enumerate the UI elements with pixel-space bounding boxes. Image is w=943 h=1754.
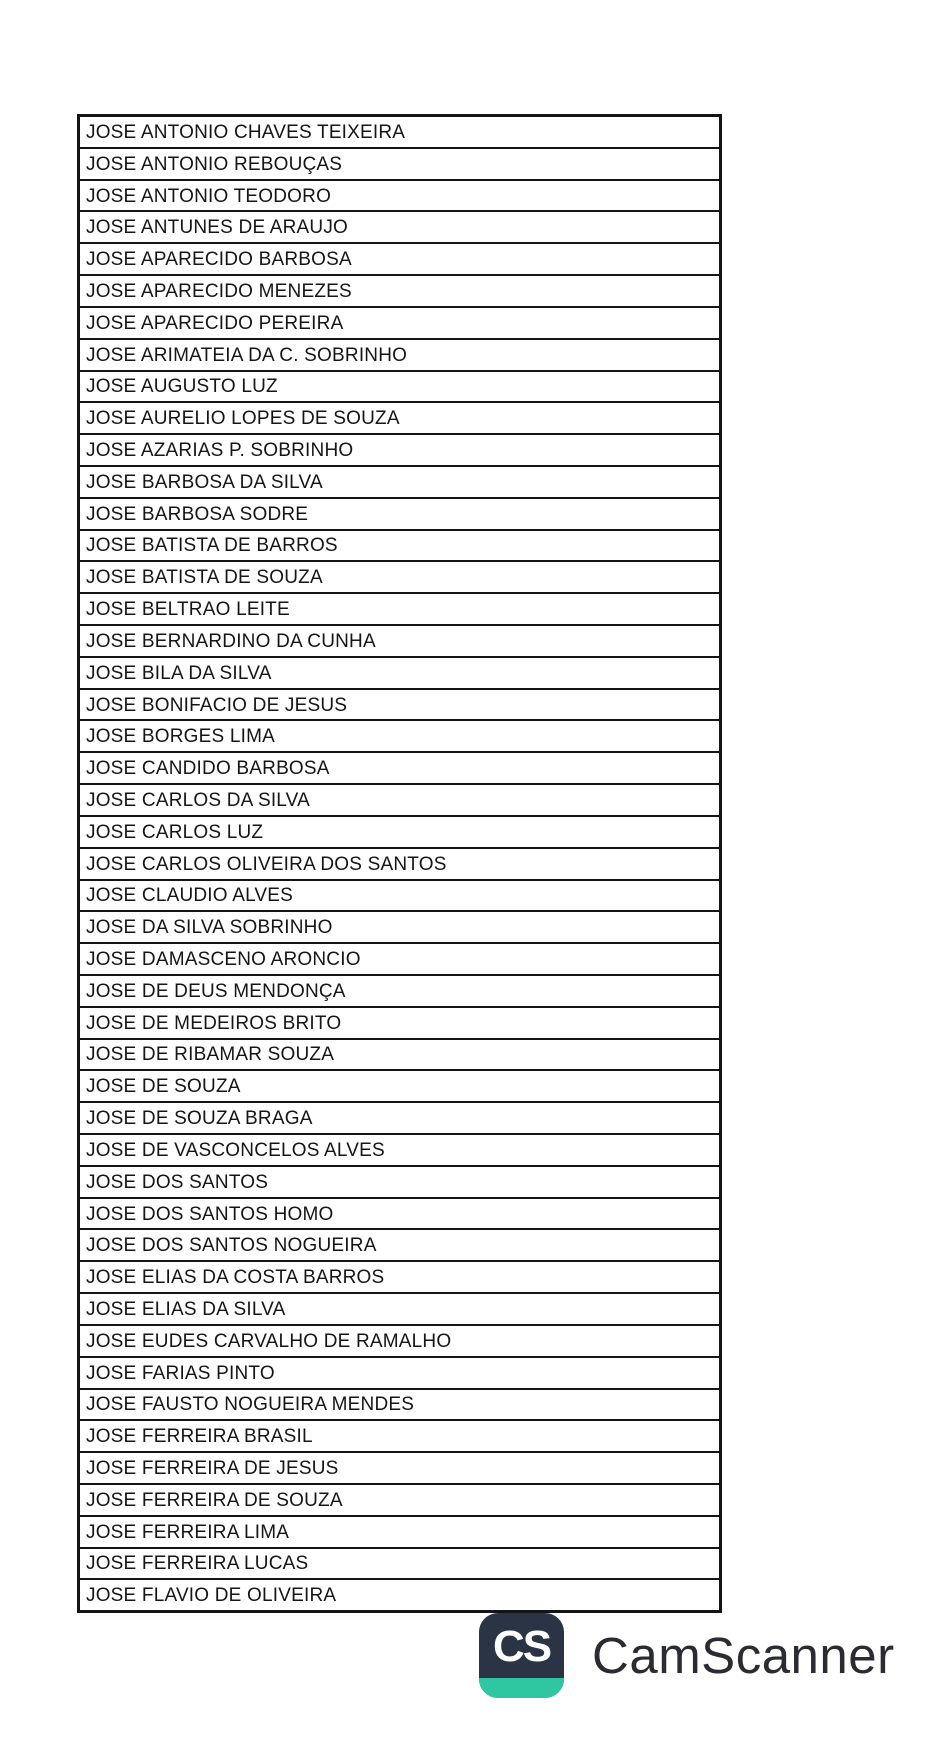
name-cell: JOSE FAUSTO NOGUEIRA MENDES xyxy=(86,1394,415,1416)
name-cell: JOSE BARBOSA SODRE xyxy=(86,503,309,525)
table-row xyxy=(80,1167,719,1199)
table-row xyxy=(80,721,719,753)
name-cell: JOSE AURELIO LOPES DE SOUZA xyxy=(86,408,400,430)
table-row xyxy=(80,435,719,467)
camscanner-logo-accent-band xyxy=(479,1678,564,1698)
table-row xyxy=(80,690,719,722)
name-cell: JOSE ANTONIO REBOUÇAS xyxy=(86,153,343,175)
table-row xyxy=(80,1358,719,1390)
table-row xyxy=(80,181,719,213)
name-cell: JOSE FERREIRA DE SOUZA xyxy=(86,1489,343,1511)
name-cell: JOSE BONIFACIO DE JESUS xyxy=(86,694,348,716)
table-row xyxy=(80,467,719,499)
name-cell: JOSE DA SILVA SOBRINHO xyxy=(86,917,333,939)
name-cell: JOSE CARLOS LUZ xyxy=(86,821,264,843)
table-row xyxy=(80,626,719,658)
camscanner-logo-icon xyxy=(479,1613,564,1698)
table-row xyxy=(80,1549,719,1581)
table-row xyxy=(80,1071,719,1103)
name-cell: JOSE FERREIRA BRASIL xyxy=(86,1426,313,1448)
table-row xyxy=(80,1294,719,1326)
table-row xyxy=(80,1008,719,1040)
table-row xyxy=(80,1230,719,1262)
camscanner-watermark xyxy=(479,1613,895,1698)
name-cell: JOSE FARIAS PINTO xyxy=(86,1362,275,1384)
table-row xyxy=(80,1135,719,1167)
table-row xyxy=(80,1485,719,1517)
name-cell: JOSE DE VASCONCELOS ALVES xyxy=(86,1139,385,1161)
table-row xyxy=(80,117,719,149)
table-row xyxy=(80,753,719,785)
name-cell: JOSE CANDIDO BARBOSA xyxy=(86,758,330,780)
name-cell: JOSE CLAUDIO ALVES xyxy=(86,885,294,907)
name-cell: JOSE DOS SANTOS xyxy=(86,1171,269,1193)
table-row xyxy=(80,308,719,340)
name-cell: JOSE FERREIRA DE JESUS xyxy=(86,1458,339,1480)
table-row xyxy=(80,1390,719,1422)
table-row xyxy=(80,1580,719,1610)
camscanner-logo-initials: CS xyxy=(492,1621,551,1671)
name-cell: JOSE ANTONIO CHAVES TEIXEIRA xyxy=(86,121,406,143)
table-row xyxy=(80,1326,719,1358)
table-row xyxy=(80,531,719,563)
table-row xyxy=(80,372,719,404)
table-row xyxy=(80,849,719,881)
name-cell: JOSE DE RIBAMAR SOUZA xyxy=(86,1044,335,1066)
table-row xyxy=(80,340,719,372)
table-row xyxy=(80,562,719,594)
table-row xyxy=(80,881,719,913)
name-cell: JOSE DE DEUS MENDONÇA xyxy=(86,980,346,1002)
table-row xyxy=(80,403,719,435)
name-cell: JOSE DOS SANTOS HOMO xyxy=(86,1203,334,1225)
table-row xyxy=(80,1421,719,1453)
name-cell: JOSE ARIMATEIA DA C. SOBRINHO xyxy=(86,344,408,366)
table-row xyxy=(80,594,719,626)
name-cell: JOSE DE SOUZA xyxy=(86,1076,241,1098)
names-table xyxy=(77,114,722,1613)
table-row xyxy=(80,1517,719,1549)
table-row xyxy=(80,499,719,531)
table-row xyxy=(80,1262,719,1294)
table-row xyxy=(80,785,719,817)
name-cell: JOSE AZARIAS P. SOBRINHO xyxy=(86,440,354,462)
table-row xyxy=(80,244,719,276)
table-row xyxy=(80,1103,719,1135)
table-row xyxy=(80,1453,719,1485)
name-cell: JOSE BATISTA DE BARROS xyxy=(86,535,338,557)
name-cell: JOSE BELTRAO LEITE xyxy=(86,599,290,621)
table-row xyxy=(80,658,719,690)
name-cell: JOSE APARECIDO PEREIRA xyxy=(86,312,344,334)
table-row xyxy=(80,817,719,849)
name-cell: JOSE CARLOS OLIVEIRA DOS SANTOS xyxy=(86,853,447,875)
table-row xyxy=(80,1040,719,1072)
name-cell: JOSE DE SOUZA BRAGA xyxy=(86,1108,313,1130)
name-cell: JOSE EUDES CARVALHO DE RAMALHO xyxy=(86,1330,452,1352)
table-row xyxy=(80,212,719,244)
name-cell: JOSE ANTONIO TEODORO xyxy=(86,185,332,207)
table-row xyxy=(80,944,719,976)
name-cell: JOSE DAMASCENO ARONCIO xyxy=(86,949,361,971)
name-cell: JOSE FERREIRA LUCAS xyxy=(86,1553,309,1575)
name-cell: JOSE AUGUSTO LUZ xyxy=(86,376,278,398)
table-row xyxy=(80,276,719,308)
name-cell: JOSE BARBOSA DA SILVA xyxy=(86,471,323,493)
name-cell: JOSE BERNARDINO DA CUNHA xyxy=(86,630,376,652)
name-cell: JOSE APARECIDO MENEZES xyxy=(86,280,352,302)
name-cell: JOSE FERREIRA LIMA xyxy=(86,1521,290,1543)
name-cell: JOSE BILA DA SILVA xyxy=(86,662,272,684)
name-cell: JOSE ANTUNES DE ARAUJO xyxy=(86,217,349,239)
name-cell: JOSE BATISTA DE SOUZA xyxy=(86,567,323,589)
table-row xyxy=(80,1199,719,1231)
name-cell: JOSE BORGES LIMA xyxy=(86,726,276,748)
name-cell: JOSE ELIAS DA COSTA BARROS xyxy=(86,1267,385,1289)
name-cell: JOSE ELIAS DA SILVA xyxy=(86,1298,286,1320)
table-row xyxy=(80,149,719,181)
table-row xyxy=(80,912,719,944)
table-row xyxy=(80,976,719,1008)
name-cell: JOSE APARECIDO BARBOSA xyxy=(86,249,352,271)
name-cell: JOSE CARLOS DA SILVA xyxy=(86,789,310,811)
name-cell: JOSE DOS SANTOS NOGUEIRA xyxy=(86,1235,377,1257)
name-cell: JOSE FLAVIO DE OLIVEIRA xyxy=(86,1585,337,1607)
camscanner-brand-text: CamScanner xyxy=(592,1627,895,1684)
name-cell: JOSE DE MEDEIROS BRITO xyxy=(86,1012,342,1034)
